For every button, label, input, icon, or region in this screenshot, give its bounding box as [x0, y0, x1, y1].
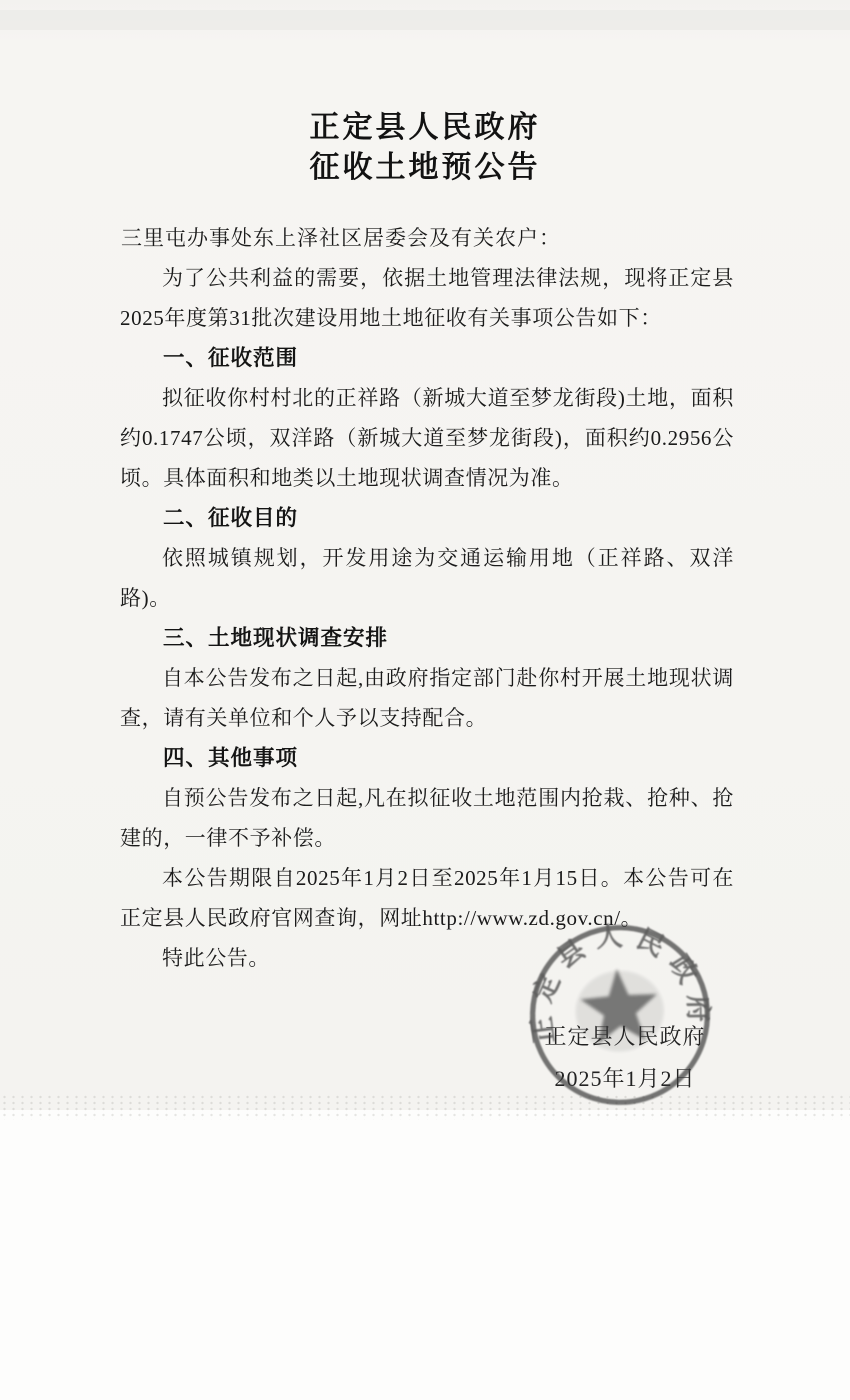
signature-date: 2025年1月2日: [554, 1066, 696, 1091]
paragraph-survey: 自本公告发布之日起,由政府指定部门赴你村开展土地现状调查，请有关单位和个人予以支持配合。: [120, 666, 734, 730]
title-line-1: 正定县人民政府: [309, 111, 541, 144]
signature-name: 正定县人民政府: [544, 1024, 706, 1049]
paragraph-purpose: 依照城镇规划，开发用途为交通运输用地（正祥路、双洋路)。: [120, 546, 734, 610]
seal-arc-text: 正定县人民政府: [525, 920, 714, 1046]
scan-artifact-band: [0, 10, 850, 30]
paragraph-scope: 拟征收你村村北的正祥路（新城大道至梦龙街段)土地，面积约0.1747公顷，双洋路（新城大道至梦龙街段)，面积约0.2956公顷。具体面积和地类以土地现状调查情况为准。: [120, 386, 734, 490]
section-heading-survey: 三、土地现状调查安排: [163, 626, 389, 650]
paragraph-no-compensation: 自预公告发布之日起,凡在拟征收土地范围内抢栽、抢种、抢建的，一律不予补偿。: [120, 786, 734, 850]
paragraph-closing: 特此公告。: [162, 946, 270, 970]
section-heading-other: 四、其他事项: [163, 746, 299, 770]
document-body: [120, 258, 734, 978]
section-heading-purpose: 二、征收目的: [163, 506, 299, 530]
paragraph-validity-period: 本公告期限自2025年1月2日至2025年1月15日。本公告可在正定县人民政府官网查询，网址http://www.zd.gov.cn/。: [120, 866, 734, 930]
official-seal: [518, 913, 723, 1118]
section-heading-scope: 一、征收范围: [163, 346, 299, 370]
title-line-2: 征收土地预公告: [309, 151, 541, 184]
document-title: [0, 108, 850, 188]
paragraph-intro: 为了公共利益的需要，依据土地管理法律法规，现将正定县2025年度第31批次建设用地土地征收有关事项公告如下：: [120, 266, 734, 330]
addressee-line: 三里屯办事处东上泽社区居委会及有关农户：: [121, 226, 561, 250]
